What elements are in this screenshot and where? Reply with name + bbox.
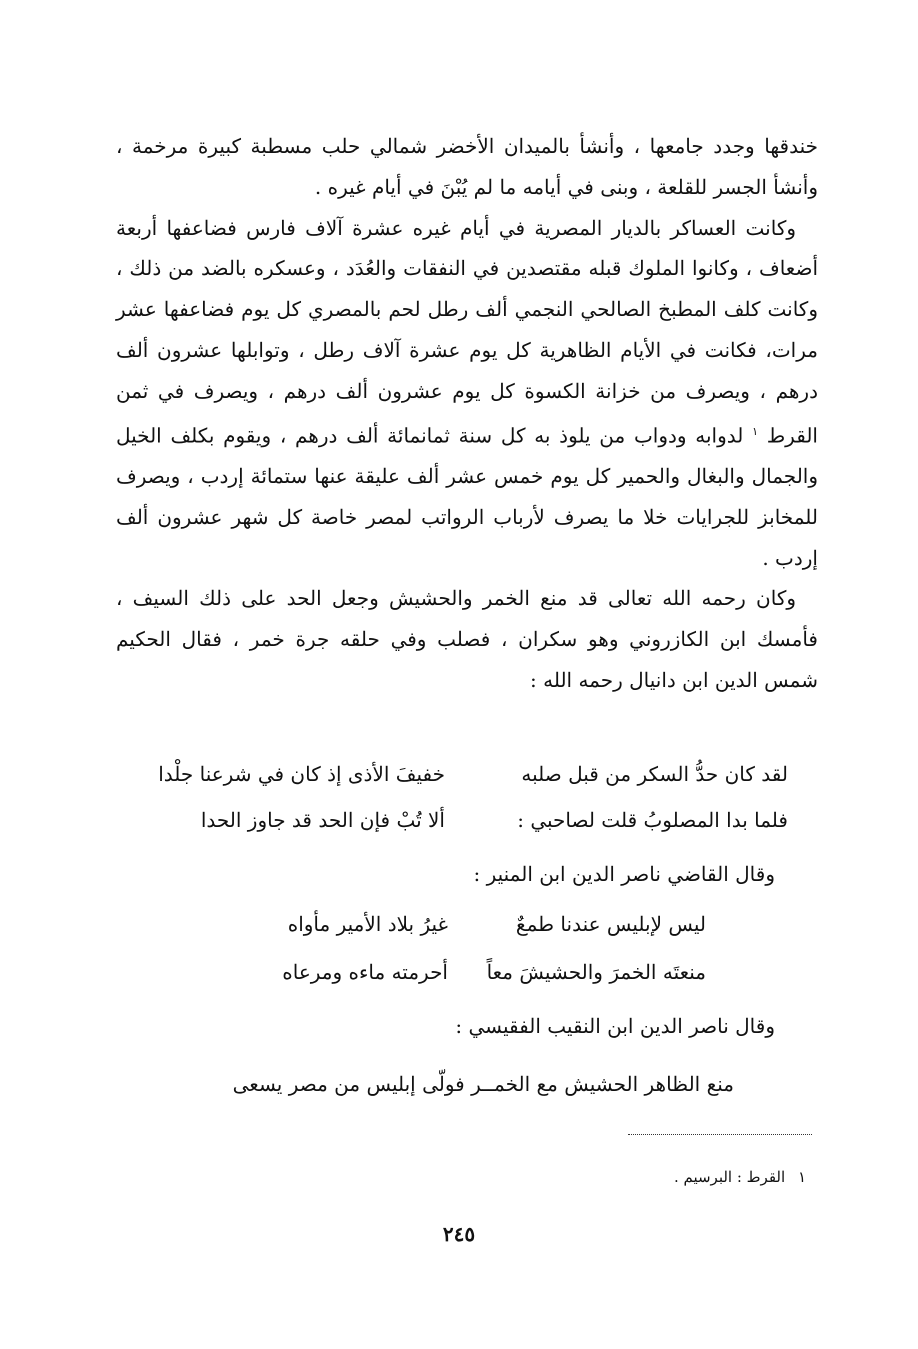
paragraph-3: وكان رحمه الله تعالى قد منع الخمر والحشيش وجعل الحد على ذلك السيف ، فأمسك ابن الكازروني وهو سكران ، فصلب وفي حلقه جرة خمر ، فقال الحكيم شمس الدين ابن دانيال رحمه الله : <box>116 586 818 693</box>
page-number: ٢٤٥ <box>442 1222 476 1246</box>
poem1-line2-first-hemistich: فلما بدا المصلوبُ قلت لصاحبي : <box>517 808 788 832</box>
paragraph-2 <box>116 208 818 579</box>
footnote-separator <box>628 1134 812 1135</box>
paragraph-2-text: وكانت العساكر بالديار المصرية في أيام غيره عشرة آلاف فارس فضاعفها أربعة أضعاف ، وكانوا الملوك قبله مقتصدين في النفقات والعُدَد ، وعسكره بالضد من ذلك ، وكانت كلف المطبخ الصالحي النجمي ألف رطل لحم بالمصري كل يوم فضاعفها عشر مرات، فكانت في الأيام الظاهرية كل يوم عشرة آلاف رطل ، وتوابلها عشرون ألف درهم ، ويصرف من خزانة الكسوة كل يوم عشرون ألف درهم ، ويصرف في ثمن القرط <box>116 215 818 448</box>
poem2-line2-second-hemistich: أحرمته ماءه ومرعاه <box>282 960 448 984</box>
footnote <box>674 1168 806 1186</box>
footnote-text: القرط : البرسيم . <box>673 1168 786 1186</box>
poem3-intro: وقال ناصر الدين ابن النقيب الفقيسي : <box>455 1014 775 1038</box>
poem1-line1-second-hemistich: خفيفَ الأذى إذ كان في شرعنا جلْدا <box>158 762 445 786</box>
paragraph-2-continued: لدوابه ودواب من يلوذ به كل سنة ثمانمائة ألف درهم ، ويقوم بكلف الخيل والجمال والبغال والحمير كل يوم خمس عشر ألف عليقة عنها ستمائة إردب ، ويصرف للمخابز للجرايات خلا ما يصرف لأرباب الرواتب لمصر خاصة كل شهر عشرون ألف إردب . <box>116 423 818 570</box>
poem1-line2-second-hemistich: ألا تُبْ فإن الحد قد جاوز الحدا <box>200 808 445 832</box>
footnote-number: ١ <box>797 1168 806 1186</box>
main-text <box>116 126 818 701</box>
poem2-line2-first-hemistich: منعتَه الخمرَ والحشيشَ معاً <box>486 960 706 984</box>
poem2-line1-second-hemistich: غيرُ بلاد الأمير مأواه <box>287 912 448 936</box>
poem3-line1-first-hemistich: منع الظاهر الحشيش مع الخمـ <box>488 1072 734 1096</box>
poem1-line1-first-hemistich: لقد كان حدُّ السكر من قبل صلبه <box>521 762 788 786</box>
poem2-line1-first-hemistich: ليس لإبليس عندنا طمعٌ <box>515 912 706 936</box>
footnote-marker: ١ <box>752 424 758 438</box>
poem3-line1-second-hemistich: ـر فولّى إبليس من مصر يسعى <box>232 1072 488 1096</box>
poem2-intro: وقال القاضي ناصر الدين ابن المنير : <box>473 862 775 886</box>
paragraph-1: خندقها وجدد جامعها ، وأنشأ بالميدان الأخضر شمالي حلب مسطبة كبيرة مرخمة ، وأنشأ الجسر للقلعة ، وبنى في أيامه ما لم يُبْنَ في أيام غيره . <box>116 134 818 199</box>
